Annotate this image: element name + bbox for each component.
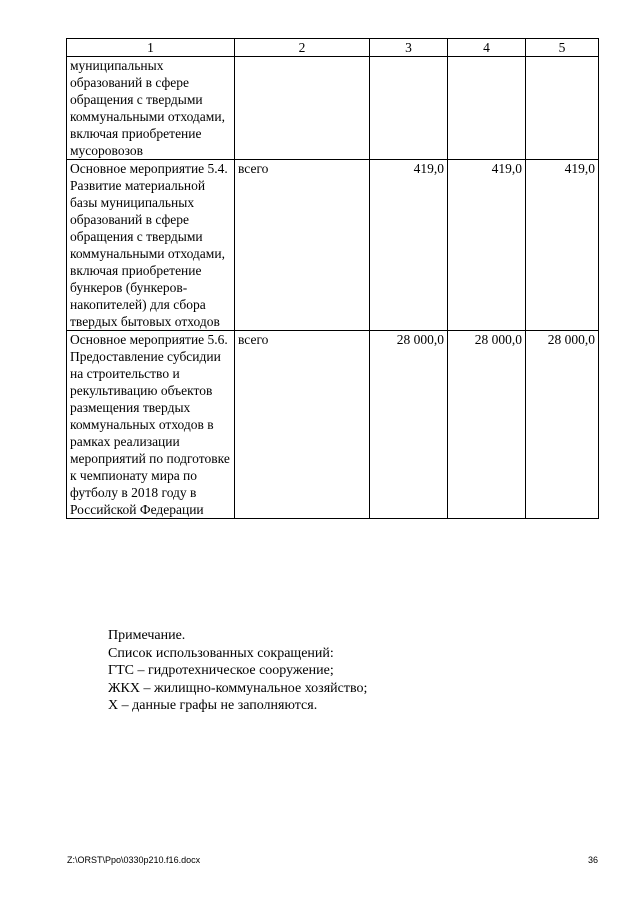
funding-type-cell: всего xyxy=(235,331,370,519)
value-cell-col4: 28 000,0 xyxy=(448,331,526,519)
table-header-row xyxy=(67,39,599,57)
table-row xyxy=(67,57,599,160)
abbreviation-gts: ГТС – гидротехническое сооружение; xyxy=(108,663,334,678)
value-cell-col4: 419,0 xyxy=(448,160,526,331)
abbreviation-x: Х – данные графы не заполняются. xyxy=(108,698,318,713)
activity-name-cell: Основное мероприятие 5.4. Развитие материальной базы муниципальных образований в сфере обращения с твердыми коммунальными отходами, включая приобретение бункеров (бункеров-накопителей) для сбора твердых бытовых отходов xyxy=(67,160,235,331)
column-header-4: 4 xyxy=(448,39,526,57)
value-cell-col5: 419,0 xyxy=(526,160,599,331)
note-title: Примечание. xyxy=(108,628,186,643)
column-header-5: 5 xyxy=(526,39,599,57)
value-cell-col3 xyxy=(370,57,448,160)
abbreviation-zhkh: ЖКХ – жилищно-коммунальное хозяйство; xyxy=(108,680,368,696)
value-cell-col4 xyxy=(448,57,526,160)
table-row xyxy=(67,331,599,519)
column-header-2: 2 xyxy=(235,39,370,57)
activity-name-cell: муниципальных образований в сфере обращения с твердыми коммунальными отходами, включая приобретение мусоровозов xyxy=(67,57,235,160)
table-row xyxy=(67,160,599,331)
column-header-1: 1 xyxy=(67,39,235,57)
column-header-3: 3 xyxy=(370,39,448,57)
value-cell-col5 xyxy=(526,57,599,160)
footer-file-path: Z:\ORST\Ppo\0330p210.f16.docx xyxy=(67,855,201,865)
value-cell-col3: 28 000,0 xyxy=(370,331,448,519)
value-cell-col5: 28 000,0 xyxy=(526,331,599,519)
page-number: 36 xyxy=(587,855,598,865)
value-cell-col3: 419,0 xyxy=(370,160,448,331)
funding-type-cell: всего xyxy=(235,160,370,331)
data-table xyxy=(66,38,599,519)
notes-block xyxy=(108,627,367,715)
funding-type-cell xyxy=(235,57,370,160)
activity-name-cell: Основное мероприятие 5.6. Предоставление субсидии на строительство и рекультивацию объектов размещения твердых коммунальных отходов в рамках реализации мероприятий по подготовке к чемпионату мира по футболу в 2018 году в Российской Федерации xyxy=(67,331,235,519)
abbreviations-heading: Список использованных сокращений: xyxy=(108,645,334,661)
